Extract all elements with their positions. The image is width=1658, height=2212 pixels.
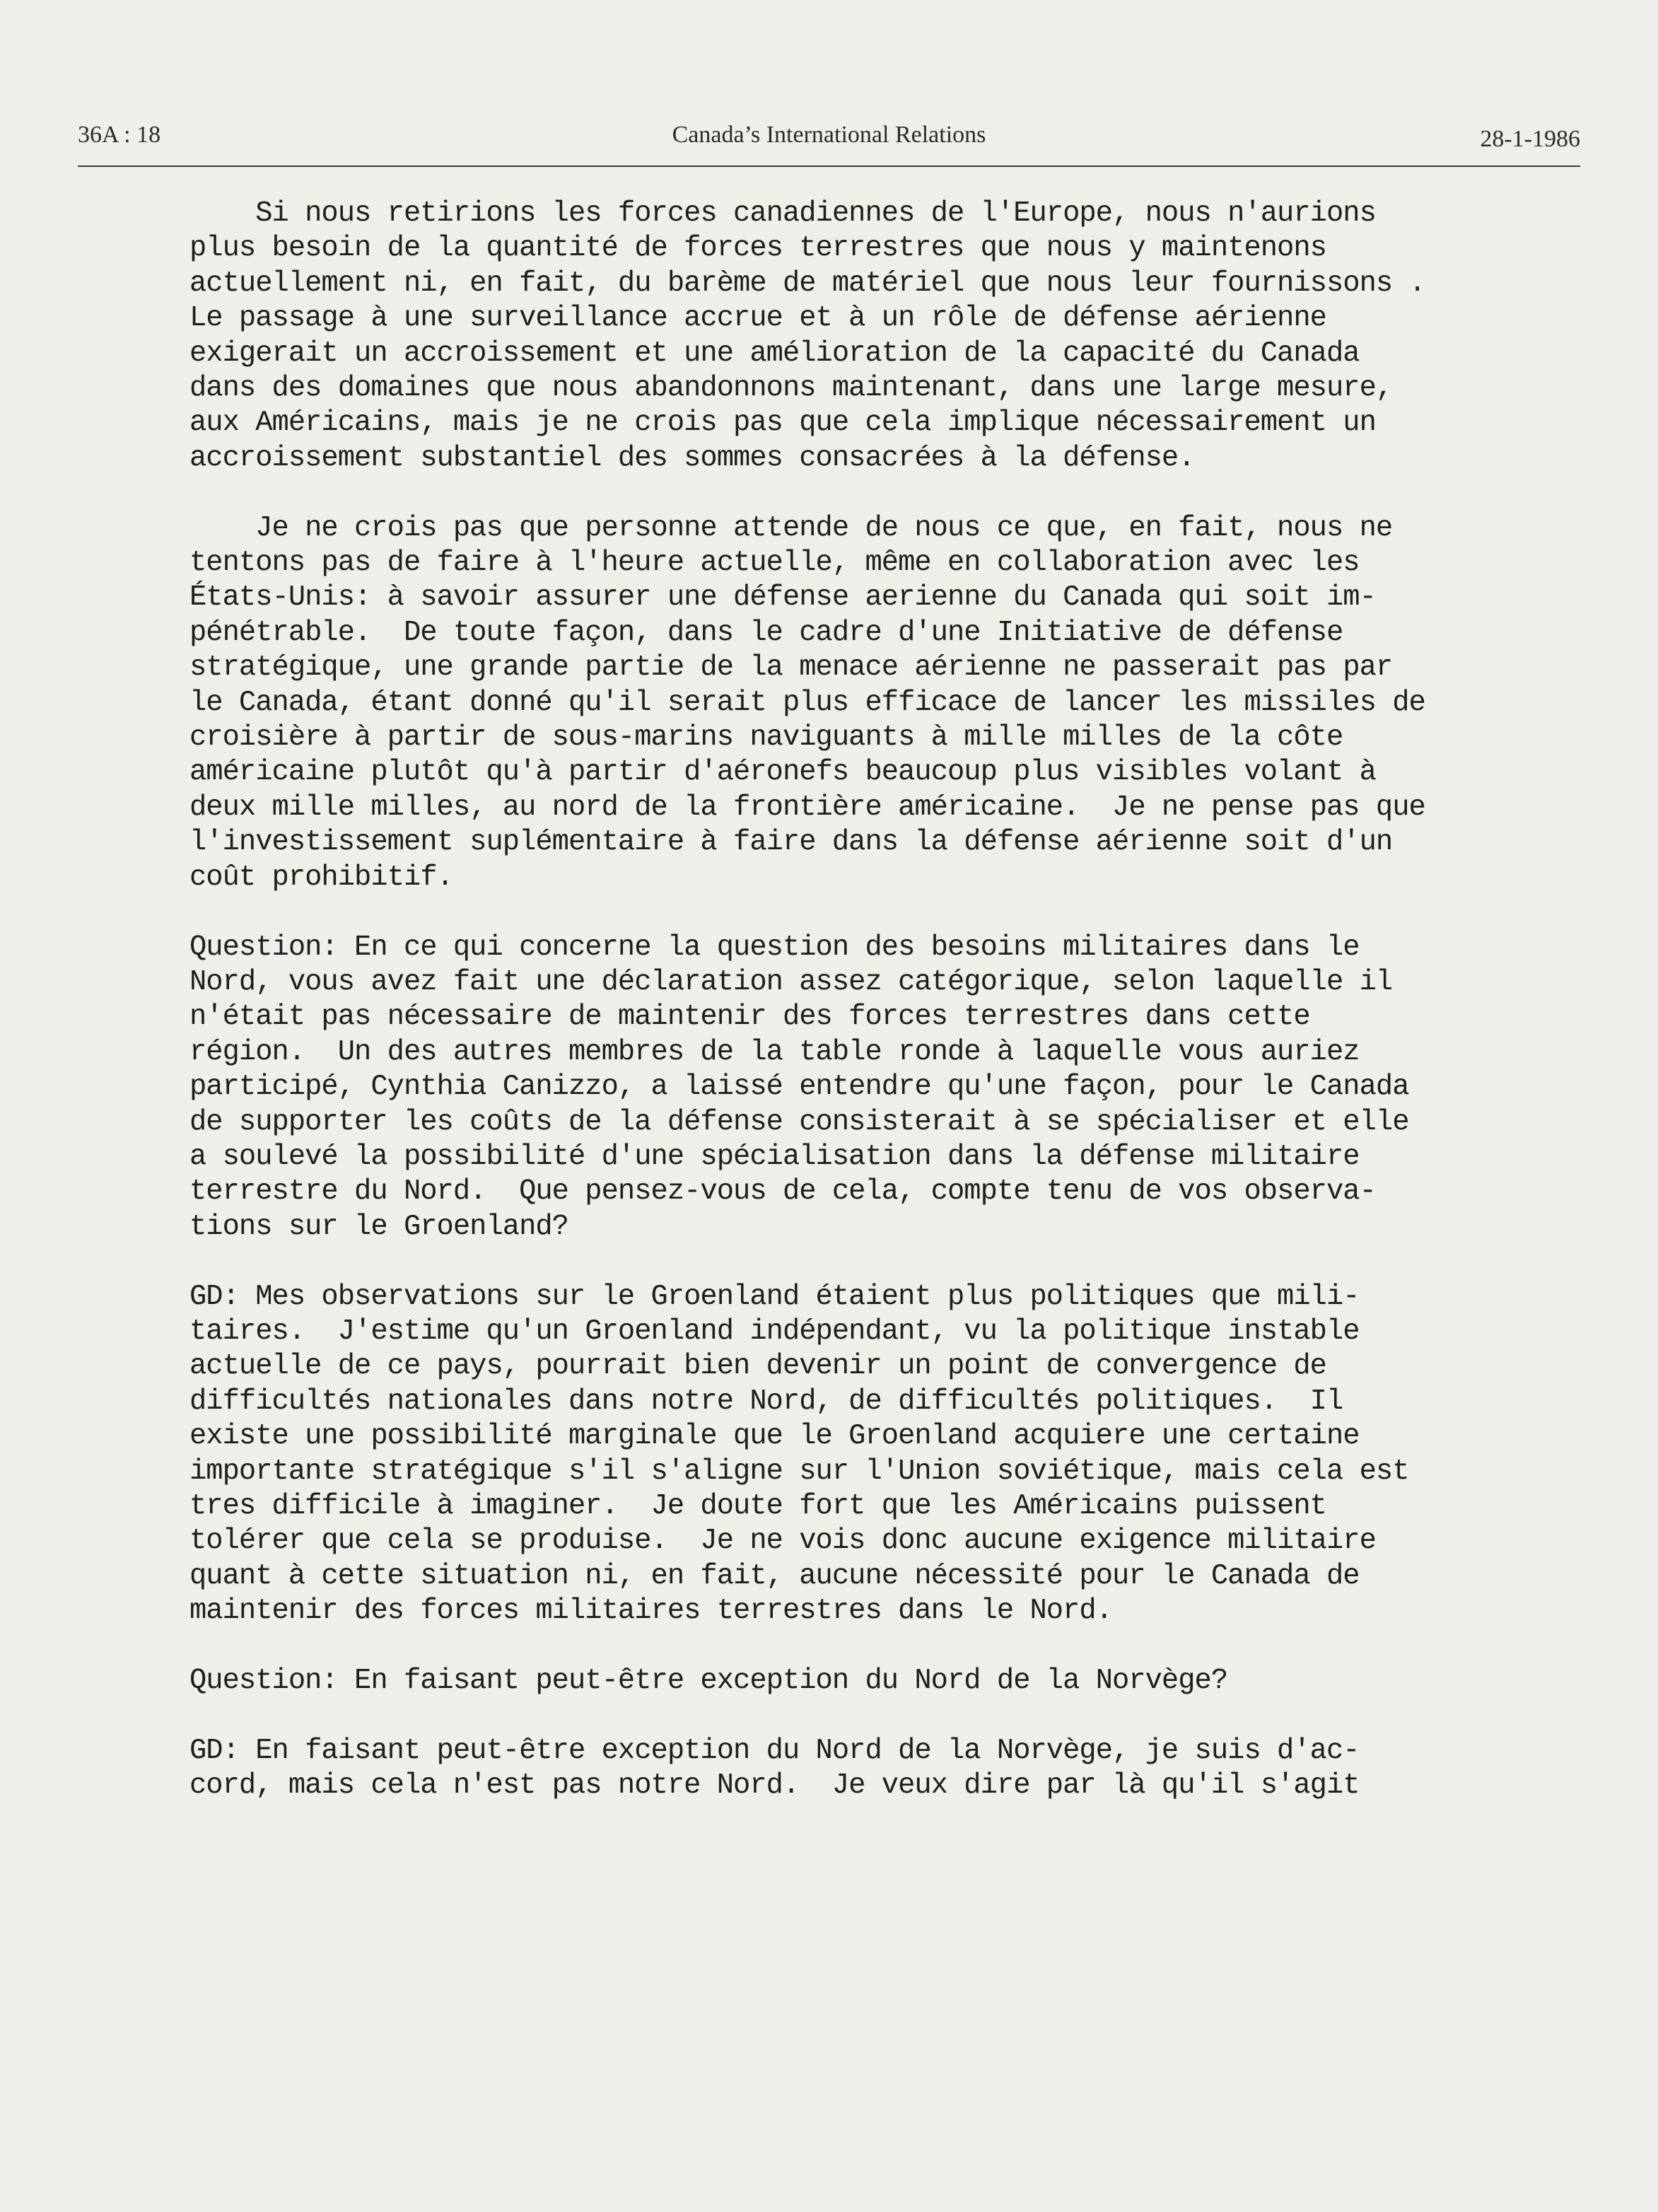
header-date: 28-1-1986	[1480, 126, 1580, 152]
text-line: a soulevé la possibilité d'une spécialisation dans la défense militaire	[189, 1140, 1360, 1173]
text-line: quant à cette situation ni, en fait, aucune nécessité pour le Canada de	[189, 1559, 1360, 1593]
text-line: Question: En ce qui concerne la question des besoins militaires dans le	[189, 931, 1360, 964]
text-line: Question: En faisant peut-être exception du Nord de la Norvège?	[189, 1665, 1228, 1697]
answer-paragraph	[189, 1734, 1505, 1804]
text-line: exigerait un accroissement et une amélioration de la capacité du Canada	[189, 337, 1360, 370]
text-line: tolérer que cela se produise. Je ne vois donc aucune exigence militaire	[189, 1525, 1376, 1558]
text-line: participé, Cynthia Canizzo, a laissé entendre qu'une façon, pour le Canada	[189, 1071, 1409, 1104]
text-line: stratégique, une grande partie de la menace aérienne ne passerait pas par	[189, 651, 1393, 685]
text-line: taires. J'estime qu'un Groenland indépendant, vu la politique instable	[189, 1315, 1360, 1348]
text-line: tions sur le Groenland?	[189, 1210, 568, 1243]
text-line: GD: Mes observations sur le Groenland étaient plus politiques que mili-	[189, 1280, 1360, 1313]
text-line: pénétrable. De toute façon, dans le cadre d'une Initiative de défense	[189, 616, 1343, 649]
header-rule	[78, 165, 1580, 167]
text-line: croisière à partir de sous-marins naviguants à mille milles de la côte	[189, 721, 1343, 755]
text-line: tres difficile à imaginer. Je doute fort que les Américains puissent	[189, 1489, 1326, 1523]
question-paragraph	[189, 931, 1505, 1245]
document-body	[189, 197, 1505, 1839]
text-line: existe une possibilité marginale que le Groenland acquiere une certaine	[189, 1420, 1360, 1453]
text-line: actuelle de ce pays, pourrait bien devenir un point de convergence de	[189, 1350, 1326, 1383]
text-line: Je ne crois pas que personne attende de nous ce que, en fait, nous ne	[189, 511, 1393, 545]
text-line: accroissement substantiel des sommes consacrées à la défense.	[189, 441, 1195, 475]
text-line: actuellement ni, en fait, du barème de matériel que nous leur fournissons .	[189, 267, 1425, 300]
text-line: Si nous retirions les forces canadiennes de l'Europe, nous n'aurions	[189, 197, 1376, 230]
text-line: maintenir des forces militaires terrestres dans le Nord.	[189, 1595, 1113, 1628]
text-line: l'investissement suplémentaire à faire dans la défense aérienne soit d'un	[189, 826, 1393, 859]
text-line: le Canada, étant donné qu'il serait plus efficace de lancer les missiles de	[189, 686, 1425, 719]
paragraph	[189, 197, 1505, 476]
page-reference: 36A : 18	[78, 122, 161, 148]
text-line: Nord, vous avez fait une déclaration assez catégorique, selon laquelle il	[189, 965, 1393, 999]
text-line: région. Un des autres membres de la table ronde à laquelle vous auriez	[189, 1035, 1360, 1069]
answer-paragraph	[189, 1280, 1505, 1629]
text-line: dans des domaines que nous abandonnons maintenant, dans une large mesure,	[189, 372, 1393, 405]
text-line: coût prohibitif.	[189, 861, 453, 894]
text-line: aux Américains, mais je ne crois pas que cela implique nécessairement un	[189, 407, 1376, 440]
text-line: difficultés nationales dans notre Nord, de difficultés politiques. Il	[189, 1385, 1343, 1418]
text-line: GD: En faisant peut-être exception du Nord de la Norvège, je suis d'ac-	[189, 1734, 1360, 1767]
text-line: n'était pas nécessaire de maintenir des forces terrestres dans cette	[189, 1001, 1310, 1034]
text-line: tentons pas de faire à l'heure actuelle, même en collaboration avec les	[189, 547, 1360, 580]
page-header	[78, 122, 1580, 164]
text-line: plus besoin de la quantité de forces terrestres que nous y maintenons	[189, 232, 1326, 265]
text-line: deux mille milles, au nord de la frontière américaine. Je ne pense pas que	[189, 791, 1425, 824]
text-line: terrestre du Nord. Que pensez-vous de cela, compte tenu de vos observa-	[189, 1175, 1376, 1209]
text-line: États-Unis: à savoir assurer une défense aerienne du Canada qui soit im-	[189, 581, 1376, 615]
text-line: de supporter les coûts de la défense consisterait à se spécialiser et elle	[189, 1105, 1409, 1139]
question-paragraph	[189, 1664, 1505, 1699]
text-line: américaine plutôt qu'à partir d'aéronefs beaucoup plus visibles volant à	[189, 756, 1376, 789]
paragraph	[189, 511, 1505, 895]
text-line: Le passage à une surveillance accrue et à un rôle de défense aérienne	[189, 302, 1326, 335]
publication-title: Canada’s International Relations	[672, 122, 986, 148]
text-line: importante stratégique s'il s'aligne sur l'Union soviétique, mais cela est	[189, 1455, 1409, 1488]
text-line: cord, mais cela n'est pas notre Nord. Je veux dire par là qu'il s'agit	[189, 1769, 1360, 1803]
